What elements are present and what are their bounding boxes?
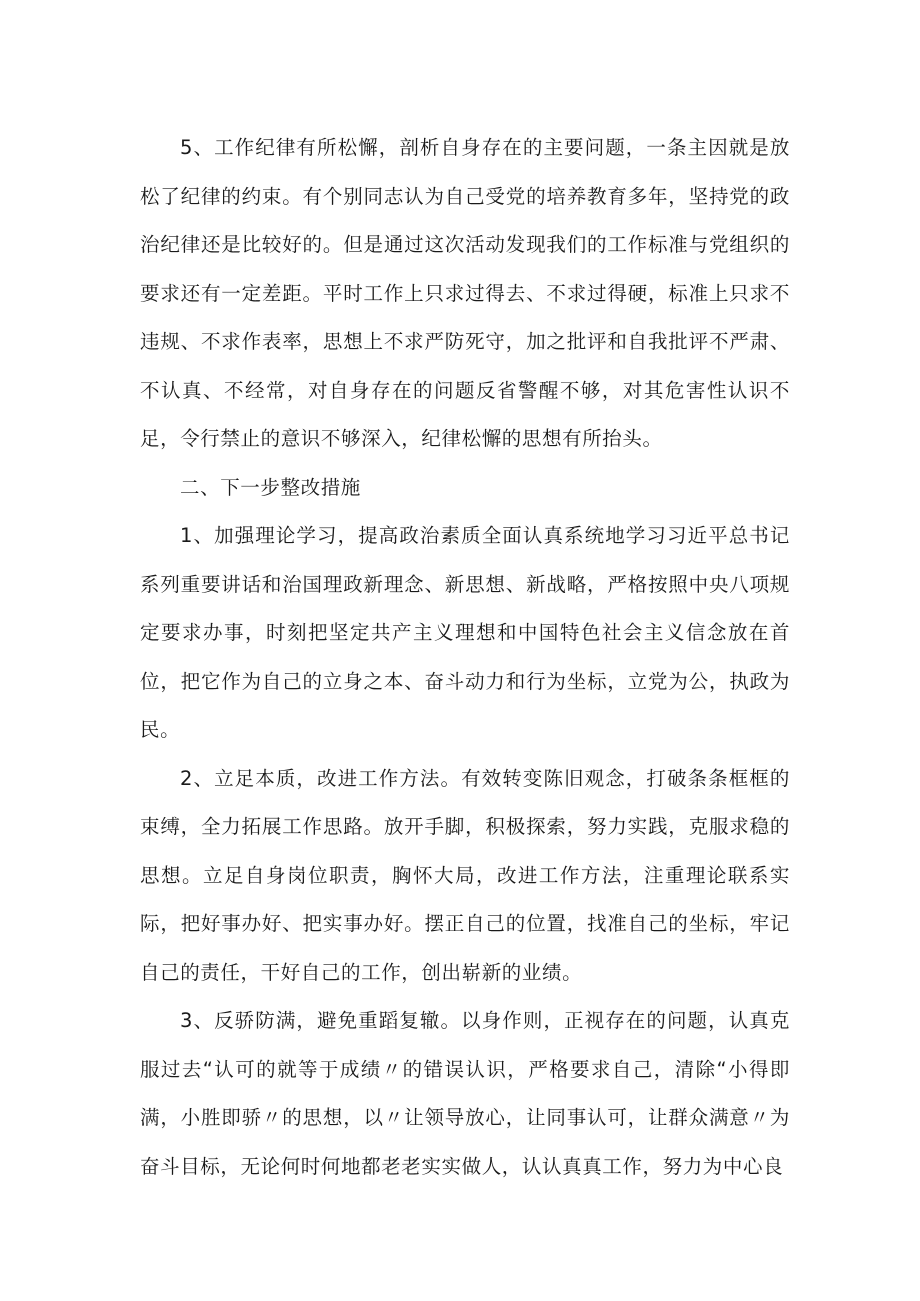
paragraph-discipline-lax: 5、工作纪律有所松懈，剖析自身存在的主要问题，一条主因就是放松了纪律的约束。有个别同志认为自己受党的培养教育多年，坚持党的政治纪律还是比较好的。但是通过这次活动发现我们的工作标准与党组织的要求还有一定差距。平时工作上只求过得去、不求过得硬，标准上只求不违规、不求作表率，思想上不求严防死守，加之批评和自我批评不严肃、不认真、不经常，对自身存在的问题反省警醒不够，对其危害性认识不足，令行禁止的意识不够深入，纪律松懈的思想有所抬头。 (140, 136, 790, 450)
paragraph-theory-study: 1、加强理论学习，提高政治素质全面认真系统地学习习近平总书记系列重要讲话和治国理政新理念、新思想、新战略，严格按照中央八项规定要求办事，时刻把坚定共产主义理想和中国特色社会主义信念放在首位，把它作为自己的立身之本、奋斗动力和行为坐标，立党为公，执政为民。 (140, 524, 790, 741)
document-body (140, 124, 790, 1191)
paragraph-avoid-complacency: 3、反骄防满，避免重蹈复辙。以身作则，正视存在的问题，认真克服过去“认可的就等于成绩〃的错误认识，严格要求自己，清除“小得即满，小胜即骄〃的思想，以〃让领导放心，让同事认可，让群众满意〃为奋斗目标，无论何时何地都老老实实做人，认认真真工作，努力为中心良 (140, 1009, 790, 1178)
paragraph-work-methods: 2、立足本质，改进工作方法。有效转变陈旧观念，打破条条框框的束缚，全力拓展工作思路。放开手脚，积极探索，努力实践，克服求稳的思想。立足自身岗位职责，胸怀大局，改进工作方法，注重理论联系实际，把好事办好、把实事办好。摆正自己的位置，找准自己的坐标，牢记自己的责任，干好自己的工作，创出崭新的业绩。 (140, 766, 790, 984)
section-heading-rectification: 二、下一步整改措施 (180, 475, 361, 499)
